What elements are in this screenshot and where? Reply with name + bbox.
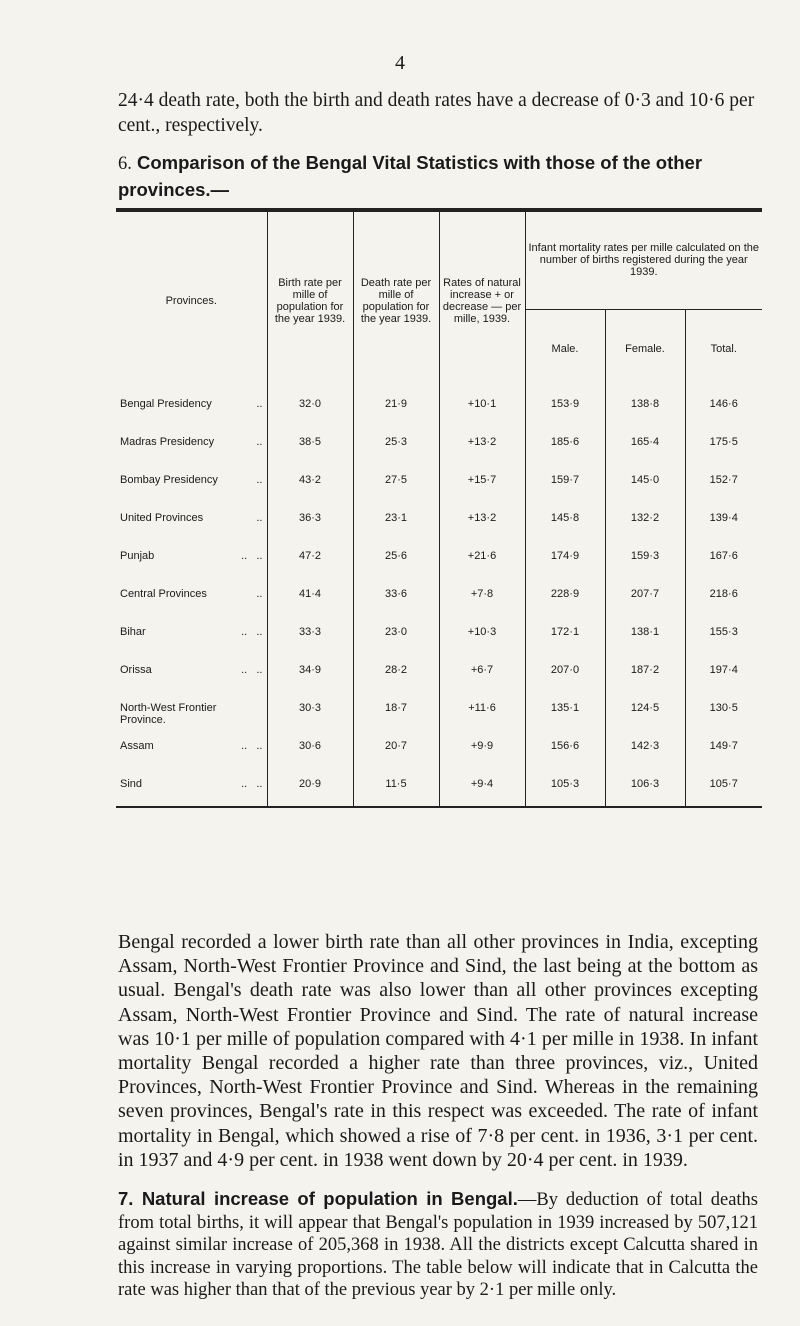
table-row bbox=[116, 617, 762, 655]
province-name-cell bbox=[116, 503, 267, 541]
province-name-cell bbox=[116, 617, 267, 655]
death-cell: 21·9 bbox=[353, 389, 439, 427]
total-cell: 139·4 bbox=[709, 512, 738, 524]
female-cell: 165·4 bbox=[605, 427, 685, 465]
table-row bbox=[116, 427, 762, 465]
table-row bbox=[116, 503, 762, 541]
total-cell: 146·6 bbox=[709, 398, 738, 410]
death-cell: 23·1 bbox=[353, 503, 439, 541]
province-name: North-West Frontier Province. bbox=[120, 702, 217, 726]
female-cell: 207·7 bbox=[605, 579, 685, 617]
birth-cell: 30·6 bbox=[267, 731, 353, 769]
province-name: Bihar bbox=[120, 626, 146, 638]
header-male: Male. bbox=[525, 309, 605, 389]
province-name-cell bbox=[116, 465, 267, 503]
female-cell: 138·8 bbox=[605, 389, 685, 427]
male-cell: 156·6 bbox=[525, 731, 605, 769]
province-name-cell bbox=[116, 693, 267, 731]
table-row bbox=[116, 769, 762, 807]
birth-cell: 32·0 bbox=[267, 389, 353, 427]
province-name: Punjab bbox=[120, 550, 155, 562]
total-cell: 155·3 bbox=[709, 626, 738, 638]
male-cell: 174·9 bbox=[525, 541, 605, 579]
table-row bbox=[116, 465, 762, 503]
birth-cell: 41·4 bbox=[267, 579, 353, 617]
section-7-text: —By deduction of total deaths from total births, it will appear that Bengal's population in 1939 increased by 507,121 against similar increase of 205,368 in 1938. All the districts except Calcutta shared in this increase in varying proportions. The table below will indicate that in Calcutta the rate was higher than that of the previous year by 2·1 per mille only. bbox=[118, 1190, 758, 1301]
table-row bbox=[116, 731, 762, 769]
header-total: Total. bbox=[710, 343, 737, 356]
total-cell: 130·5 bbox=[709, 702, 738, 714]
female-cell: 187·2 bbox=[605, 655, 685, 693]
leader-dots: .. bbox=[256, 474, 263, 486]
death-cell: 23·0 bbox=[353, 617, 439, 655]
province-name: Madras Presidency bbox=[120, 436, 215, 448]
natural-cell: +15·7 bbox=[439, 465, 525, 503]
table-row bbox=[116, 693, 762, 731]
header-birth-rate: Birth rate per mille of population for the year 1939. bbox=[267, 210, 353, 389]
natural-cell: +10·1 bbox=[439, 389, 525, 427]
leader-dots: .. .. bbox=[241, 740, 263, 752]
total-cell: 175·5 bbox=[709, 436, 738, 448]
birth-cell: 33·3 bbox=[267, 617, 353, 655]
death-cell: 20·7 bbox=[353, 731, 439, 769]
vital-statistics-table bbox=[116, 208, 762, 808]
header-natural-increase: Rates of natural increase + or decrease — per mille, 1939. bbox=[439, 210, 525, 389]
natural-cell: +13·2 bbox=[439, 503, 525, 541]
natural-cell: +7·8 bbox=[439, 579, 525, 617]
province-name: Central Provinces bbox=[120, 588, 207, 600]
male-cell: 159·7 bbox=[525, 465, 605, 503]
page-number: 4 bbox=[395, 52, 405, 74]
province-name-cell bbox=[116, 541, 267, 579]
male-cell: 185·6 bbox=[525, 427, 605, 465]
leader-dots: .. bbox=[256, 398, 263, 410]
female-cell: 138·1 bbox=[605, 617, 685, 655]
total-cell: 167·6 bbox=[709, 550, 738, 562]
natural-cell: +10·3 bbox=[439, 617, 525, 655]
intro-paragraph: 24·4 death rate, both the birth and death rates have a decrease of 0·3 and 10·6 per cent., respectively. bbox=[118, 90, 755, 136]
province-name: Bengal Presidency bbox=[120, 398, 212, 410]
header-female: Female. bbox=[605, 309, 685, 389]
death-cell: 27·5 bbox=[353, 465, 439, 503]
header-infant-mortality: Infant mortality rates per mille calculated on the number of births registered during the year 1939. bbox=[525, 210, 762, 309]
table-row bbox=[116, 389, 762, 427]
province-name-cell bbox=[116, 579, 267, 617]
female-cell: 145·0 bbox=[605, 465, 685, 503]
female-cell: 124·5 bbox=[605, 693, 685, 731]
death-cell: 11·5 bbox=[353, 769, 439, 807]
male-cell: 145·8 bbox=[525, 503, 605, 541]
leader-dots: .. bbox=[256, 436, 263, 448]
natural-cell: +13·2 bbox=[439, 427, 525, 465]
total-cell: 149·7 bbox=[709, 740, 738, 752]
leader-dots: .. .. bbox=[241, 778, 263, 790]
leader-dots: .. .. bbox=[241, 664, 263, 676]
natural-cell: +21·6 bbox=[439, 541, 525, 579]
male-cell: 228·9 bbox=[525, 579, 605, 617]
section-6-number: 6. bbox=[118, 154, 132, 174]
natural-cell: +9·9 bbox=[439, 731, 525, 769]
male-cell: 105·3 bbox=[525, 769, 605, 807]
female-cell: 159·3 bbox=[605, 541, 685, 579]
leader-dots: .. .. bbox=[241, 626, 263, 638]
birth-cell: 34·9 bbox=[267, 655, 353, 693]
death-cell: 33·6 bbox=[353, 579, 439, 617]
birth-cell: 38·5 bbox=[267, 427, 353, 465]
province-name: Orissa bbox=[120, 664, 152, 676]
total-cell: 105·7 bbox=[685, 769, 762, 807]
province-name: Bombay Presidency bbox=[120, 474, 218, 486]
natural-cell: +6·7 bbox=[439, 655, 525, 693]
section-7 bbox=[118, 1188, 758, 1302]
province-name: Assam bbox=[120, 740, 154, 752]
province-name-cell bbox=[116, 731, 267, 769]
table-row bbox=[116, 579, 762, 617]
header-provinces: Provinces. bbox=[116, 210, 267, 389]
province-name-cell bbox=[116, 427, 267, 465]
province-name-cell bbox=[116, 655, 267, 693]
birth-cell: 43·2 bbox=[267, 465, 353, 503]
province-name-cell bbox=[116, 389, 267, 427]
male-cell: 153·9 bbox=[525, 389, 605, 427]
birth-cell: 30·3 bbox=[267, 693, 353, 731]
death-cell: 25·3 bbox=[353, 427, 439, 465]
leader-dots: .. .. bbox=[241, 550, 263, 562]
leader-dots: .. bbox=[256, 588, 263, 600]
section-7-heading: 7. Natural increase of population in Bengal. bbox=[118, 1188, 518, 1209]
birth-cell: 20·9 bbox=[267, 769, 353, 807]
female-cell: 142·3 bbox=[605, 731, 685, 769]
death-cell: 18·7 bbox=[353, 693, 439, 731]
natural-cell: +9·4 bbox=[439, 769, 525, 807]
male-cell: 207·0 bbox=[525, 655, 605, 693]
section-6-title: Comparison of the Bengal Vital Statistics with those of the other provinces.— bbox=[118, 152, 703, 200]
section-6-heading bbox=[118, 150, 758, 202]
total-cell: 197·4 bbox=[709, 664, 738, 676]
female-cell: 106·3 bbox=[605, 769, 685, 807]
birth-cell: 36·3 bbox=[267, 503, 353, 541]
birth-cell: 47·2 bbox=[267, 541, 353, 579]
female-cell: 132·2 bbox=[605, 503, 685, 541]
province-name: Sind bbox=[120, 778, 143, 790]
male-cell: 172·1 bbox=[525, 617, 605, 655]
total-cell: 152·7 bbox=[709, 474, 738, 486]
leader-dots: .. bbox=[256, 512, 263, 524]
province-name-cell bbox=[116, 769, 267, 807]
total-cell: 218·6 bbox=[709, 588, 738, 600]
table-row bbox=[116, 655, 762, 693]
death-cell: 28·2 bbox=[353, 655, 439, 693]
comparison-paragraph: Bengal recorded a lower birth rate than all other provinces in India, excepting Assam, North-West Frontier Province and Sind, the last being at the bottom as usual. Bengal's death rate was also lower than all other provinces excepting Assam, North-West Frontier Province and Sind. The rate of natural increase was 10·1 per mille of population compared with 4·1 per mille in 1938. In infant mortality Bengal recorded a higher rate than three provinces, viz., United Provinces, North-West Frontier Province and Sind. Whereas in the remaining seven provinces, Bengal's rate in this respect was exceeded. The rate of infant mortality in Bengal, which showed a rise of 7·8 per cent. in 1936, 3·1 per cent. in 1937 and 4·9 per cent. in 1938 went down by 20·4 per cent. in 1939. bbox=[118, 931, 758, 1171]
natural-cell: +11·6 bbox=[439, 693, 525, 731]
death-cell: 25·6 bbox=[353, 541, 439, 579]
header-death-rate: Death rate per mille of population for the year 1939. bbox=[353, 210, 439, 389]
province-name: United Provinces bbox=[120, 512, 204, 524]
male-cell: 135·1 bbox=[525, 693, 605, 731]
table-row bbox=[116, 541, 762, 579]
